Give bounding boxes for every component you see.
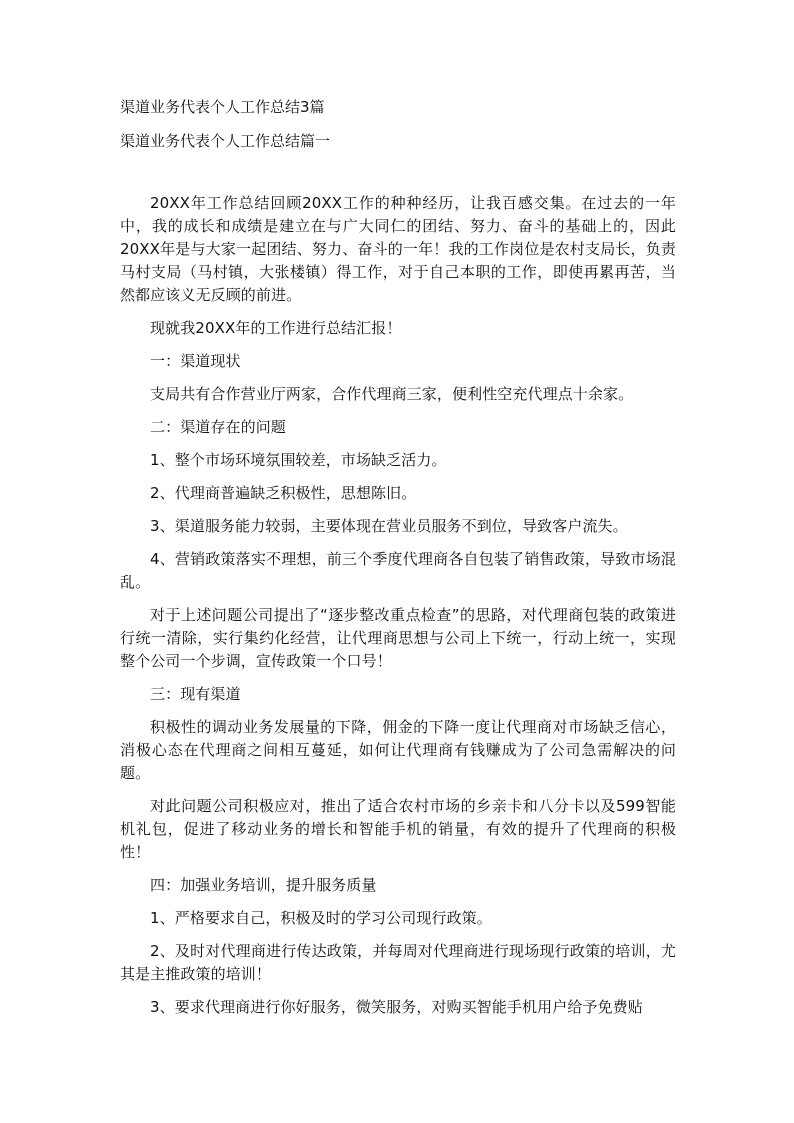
document-body: [120, 192, 676, 1029]
section-heading-existing-channels: 三：现有渠道: [150, 685, 241, 703]
document-subtitle: 渠道业务代表个人工作总结篇一: [120, 132, 331, 150]
paragraph-response: 对此问题公司积极应对，推出了适合农村市场的乡亲卡和八分卡以及599智能机礼包，促进了移动业务的增长和智能手机的销量，有效的提升了代理商的积极性！: [120, 797, 676, 861]
list-item-training-1: 1、严格要求自己，积极及时的学习公司现行政策。: [150, 909, 492, 927]
list-item-problem-3: 3、渠道服务能力较弱，主要体现在营业员服务不到位，导致客户流失。: [150, 517, 628, 535]
paragraph-existing-channels: 积极性的调动业务发展量的下降，佣金的下降一度让代理商对市场缺乏信心，消极心态在代理商之间相互蔓延，如何让代理商有钱赚成为了公司急需解决的问题。: [120, 718, 676, 782]
section-heading-channel-status: 一：渠道现状: [150, 352, 241, 370]
section-heading-training: 四：加强业务培训，提升服务质量: [150, 876, 377, 894]
paragraph-channel-status: 支局共有合作营业厅两家，合作代理商三家，便利性空充代理点十余家。: [150, 385, 634, 403]
list-item-training-2: 2、及时对代理商进行传达政策，并每周对代理商进行现场现行政策的培训，尤其是主推政策的培训！: [120, 942, 676, 983]
document-title: 渠道业务代表个人工作总结3篇: [120, 98, 325, 116]
list-item-problem-2: 2、代理商普遍缺乏积极性，思想陈旧。: [150, 484, 417, 502]
list-item-training-3: 3、要求代理商进行你好服务，微笑服务，对购买智能手机用户给予免费贴: [150, 998, 643, 1016]
list-item-problem-1: 1、整个市场环境氛围较差，市场缺乏活力。: [150, 451, 447, 469]
paragraph-report: 现就我20XX年的工作进行总结汇报！: [150, 319, 402, 337]
paragraph-intro: 20XX年工作总结回顾20XX工作的种种经历，让我百感交集。在过去的一年中，我的成长和成绩是建立在与广大同仁的团结、努力、奋斗的基础上的，因此20XX年是与大家一起团结、努力、奋斗的一年！我的工作岗位是农村支局长，负责马村支局（马村镇，大张楼镇）得工作，对于自己本职的工作，即使再累再苦，当然都应该义无反顾的前进。: [120, 194, 676, 304]
paragraph-solution: 对于上述问题公司提出了“逐步整改重点检查”的思路，对代理商包装的政策进行统一清除，实行集约化经营，让代理商思想与公司上下统一，行动上统一，实现整个公司一个步调，宣传政策一个口号！: [120, 606, 676, 670]
list-item-problem-4: 4、营销政策落实不理想，前三个季度代理商各自包装了销售政策，导致市场混乱。: [120, 550, 676, 591]
section-heading-channel-problems: 二：渠道存在的问题: [150, 418, 286, 436]
